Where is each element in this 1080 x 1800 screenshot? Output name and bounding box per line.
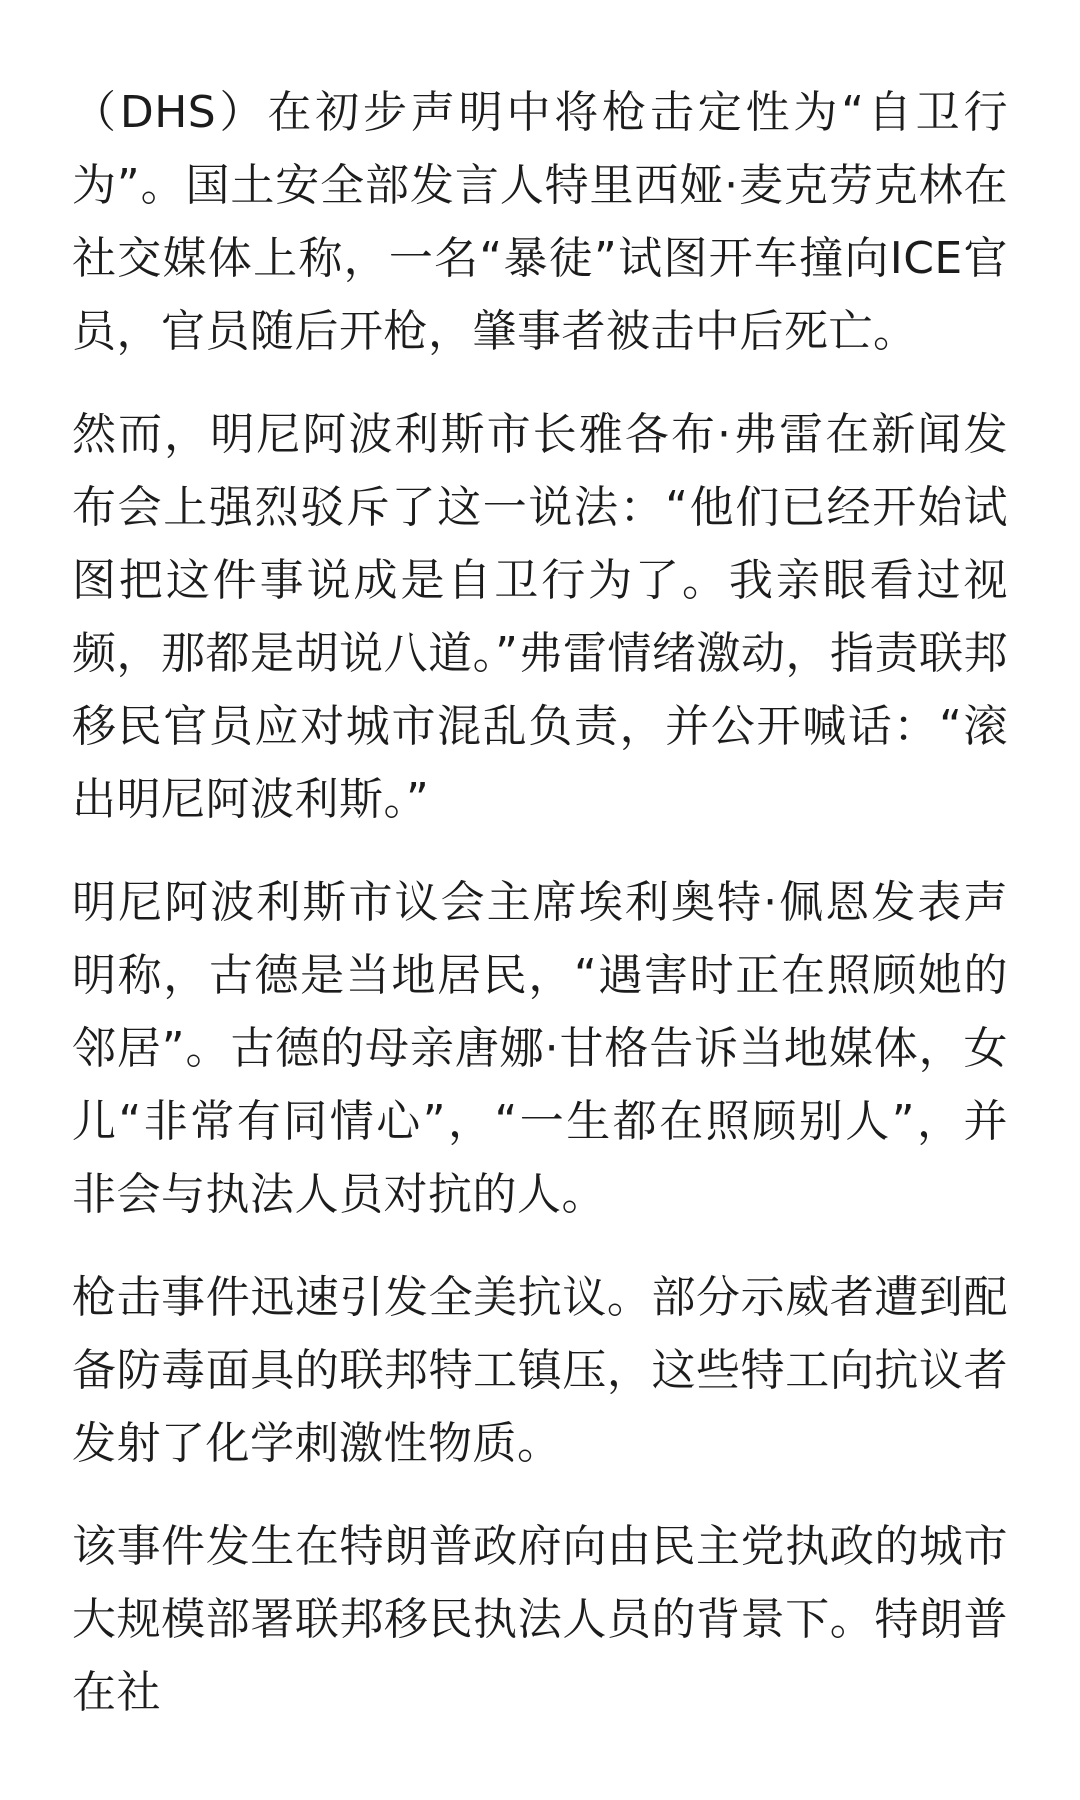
article-paragraph: （DHS）在初步声明中将枪击定性为“自卫行为”。国土安全部发言人特里西娅·麦克劳克林在社交媒体上称，一名“暴徒”试图开车撞向ICE官员，官员随后开枪，肇事者被击中后死亡。 — [72, 87, 1008, 357]
article-paragraph: 该事件发生在特朗普政府向由民主党执政的城市大规模部署联邦移民执法人员的背景下。特朗普在社 — [72, 1521, 1008, 1718]
article-body — [72, 76, 1008, 1759]
article-paragraph: 枪击事件迅速引发全美抗议。部分示威者遭到配备防毒面具的联邦特工镇压，这些特工向抗议者发射了化学刺激性物质。 — [72, 1272, 1008, 1469]
article-paragraph: 然而，明尼阿波利斯市长雅各布·弗雷在新闻发布会上强烈驳斥了这一说法：“他们已经开始试图把这件事说成是自卫行为了。我亲眼看过视频，那都是胡说八道。”弗雷情绪激动，指责联邦移民官员应对城市混乱负责，并公开喊话：“滚出明尼阿波利斯。” — [72, 409, 1008, 825]
article-paragraph: 明尼阿波利斯市议会主席埃利奥特·佩恩发表声明称，古德是当地居民，“遇害时正在照顾她的邻居”。古德的母亲唐娜·甘格告诉当地媒体，女儿“非常有同情心”，“一生都在照顾别人”，并非会与执法人员对抗的人。 — [72, 877, 1008, 1220]
